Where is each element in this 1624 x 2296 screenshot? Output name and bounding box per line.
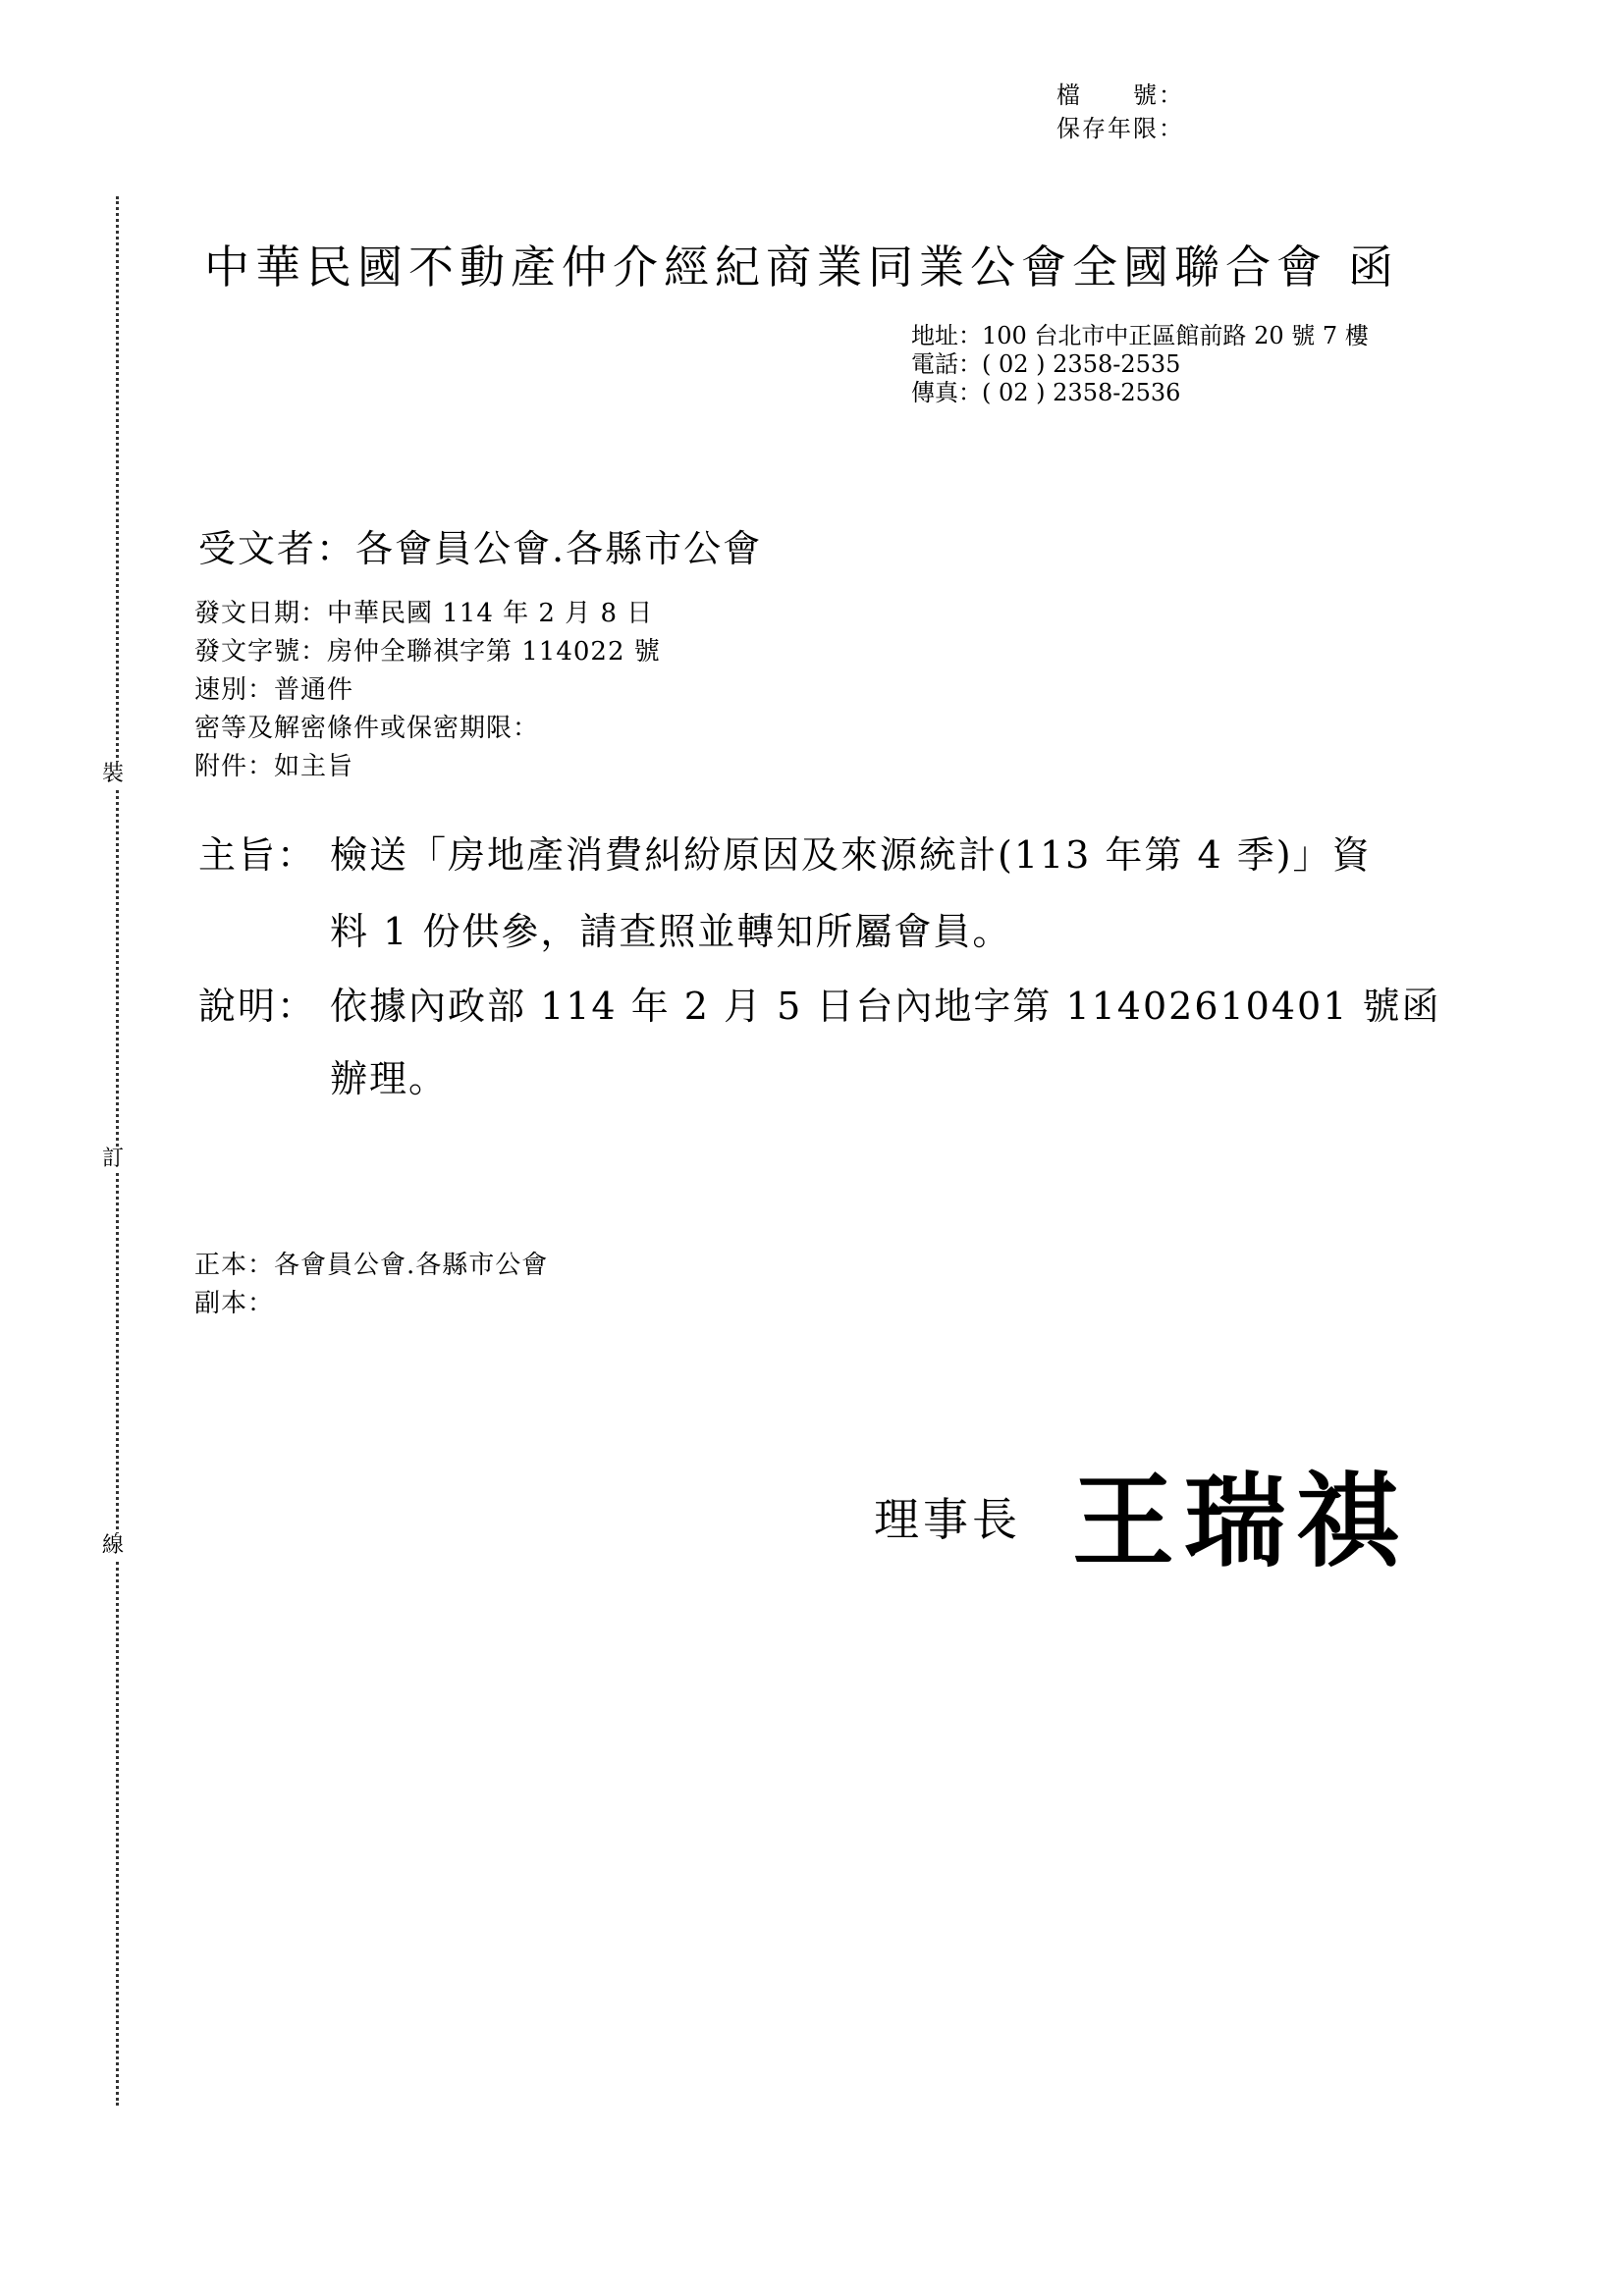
address: 地址：100 台北市中正區館前路 20 號 7 樓 xyxy=(911,322,1369,349)
speed-category: 速別：普通件 xyxy=(194,675,354,705)
binding-mark-ding: 訂 xyxy=(102,1147,125,1171)
fax: 傳真：( 02 ) 2358-2536 xyxy=(911,379,1181,406)
explanation-line-2: 辦理。 xyxy=(330,1057,449,1100)
original-recipients: 正本：各會員公會.各縣市公會 xyxy=(194,1251,549,1280)
subject-line-2: 料 1 份供參，請查照並轉知所屬會員。 xyxy=(330,910,1012,953)
explanation-label: 說明： xyxy=(198,985,317,1028)
signatory-title: 理事長 xyxy=(874,1493,1021,1546)
binding-mark-zhuang: 裝 xyxy=(102,762,125,786)
document-number: 發文字號：房仲全聯祺字第 114022 號 xyxy=(194,637,661,667)
distribution xyxy=(194,1247,548,1323)
classification: 密等及解密條件或保密期限： xyxy=(194,714,540,743)
subject-label: 主旨： xyxy=(198,833,317,877)
subject-line-1: 檢送「房地產消費糾紛原因及來源統計(113 年第 4 季)」資 xyxy=(330,833,1372,877)
recipient: 受文者：各會員公會.各縣市公會 xyxy=(198,527,763,570)
issue-date: 發文日期：中華民國 114 年 2 月 8 日 xyxy=(194,599,654,628)
signatory-name: 王瑞祺 xyxy=(1072,1462,1409,1581)
organization-name: 中華民國不動產仲介經紀商業同業公會全國聯合會 xyxy=(204,240,1327,294)
copy-recipients: 副本： xyxy=(194,1289,275,1318)
phone: 電話：( 02 ) 2358-2535 xyxy=(911,350,1181,378)
file-number-label: 檔 號： xyxy=(1056,81,1184,109)
document-meta xyxy=(194,595,661,786)
document-type: 函 xyxy=(1348,240,1393,294)
contact-block xyxy=(911,322,1369,407)
file-info xyxy=(1056,79,1184,145)
attachment: 附件：如主旨 xyxy=(194,752,354,781)
explanation-line-1: 依據內政部 114 年 2 月 5 日台內地字第 11402610401 號函 xyxy=(330,985,1441,1028)
retention-period-label: 保存年限： xyxy=(1056,115,1184,142)
binding-mark-xian: 線 xyxy=(102,1533,125,1558)
